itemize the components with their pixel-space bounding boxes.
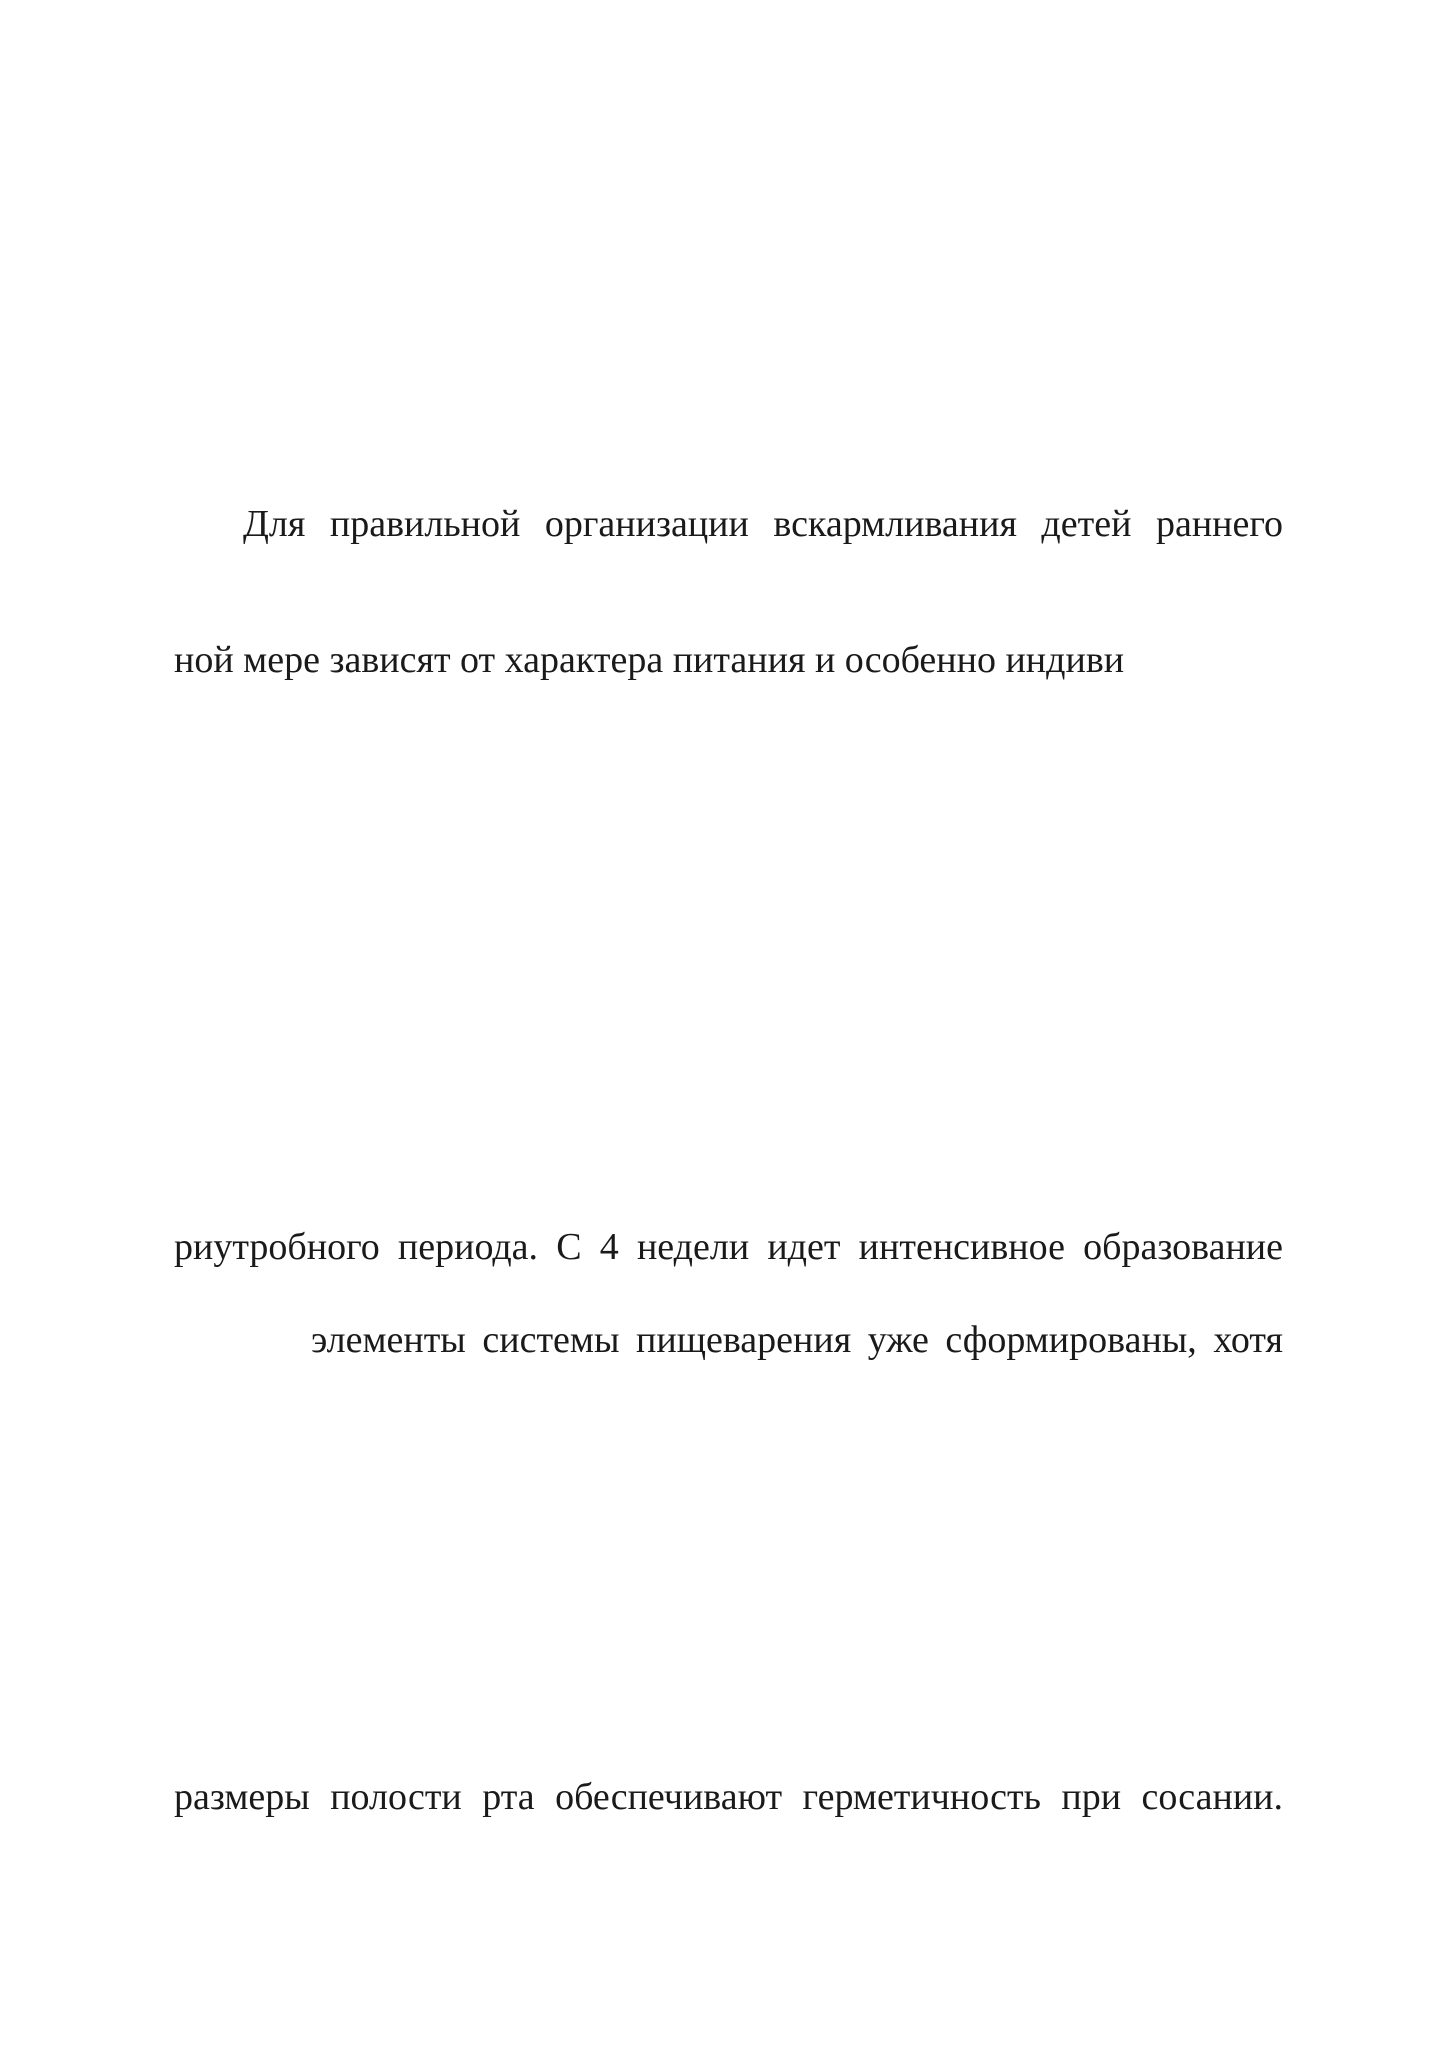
text-line-2: ной мере зависят от характера питания и особенно индиви bbox=[174, 639, 1125, 681]
text-line-3: риутробного периода. С 4 недели идет интенсивное образование bbox=[174, 1226, 1283, 1268]
text-line-5: размеры полости рта обеспечивают герметичность при сосании. bbox=[174, 1776, 1283, 1818]
text-line-4: элементы системы пищеварения уже сформированы, хотя bbox=[311, 1319, 1283, 1361]
text-line-1: Для правильной организации вскармливания детей раннего bbox=[243, 503, 1283, 545]
